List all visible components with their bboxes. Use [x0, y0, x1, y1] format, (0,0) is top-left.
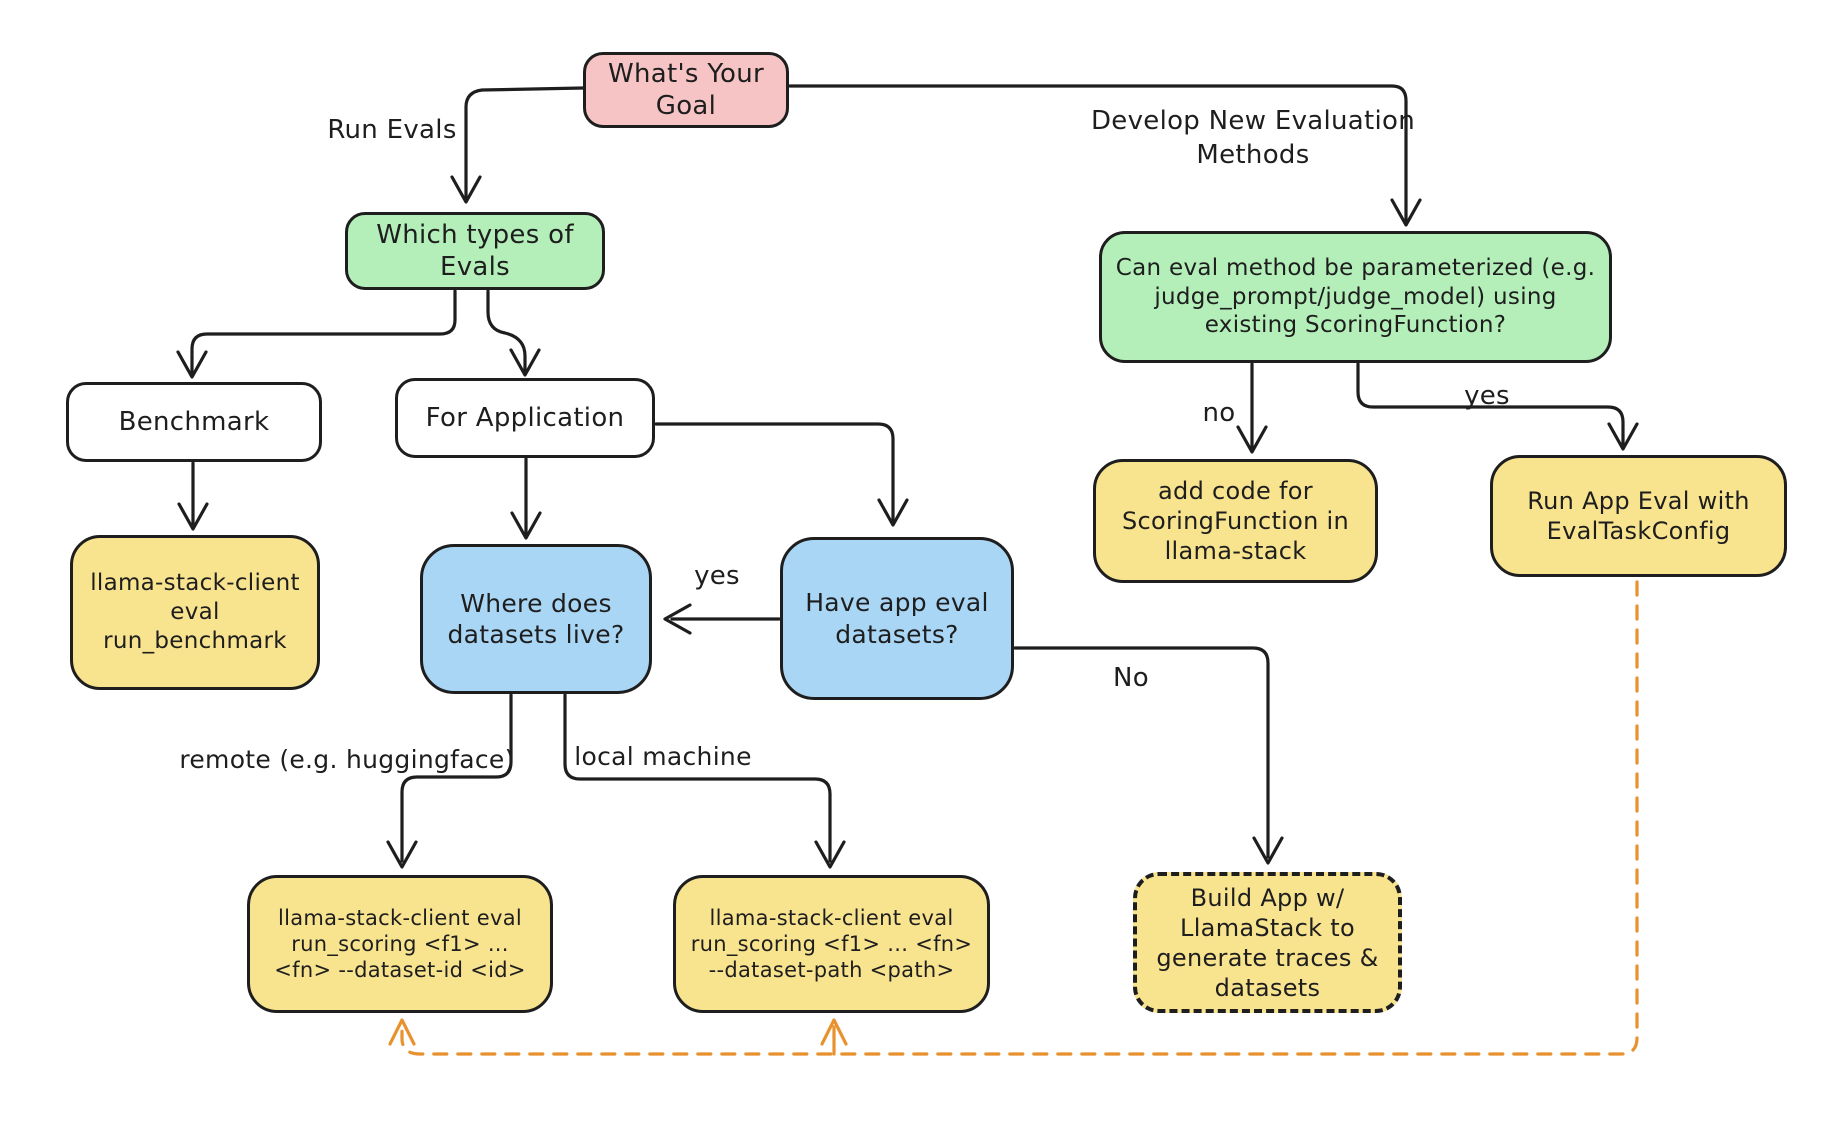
node-run-scoring-dataset-path-command — [673, 875, 990, 1013]
edge-label-no-have-datasets: No — [1113, 663, 1149, 694]
node-have-app-eval-datasets — [780, 537, 1014, 700]
node-add-code-scoringfunction — [1093, 459, 1378, 583]
node-label: Where does datasets live? — [447, 588, 625, 649]
node-label: Run App Eval with EvalTaskConfig — [1527, 487, 1750, 545]
edge-for-application-to-have-datasets — [656, 424, 893, 521]
node-label: Build App w/ LlamaStack to generate traces & datasets — [1156, 883, 1379, 1002]
edge-which-types-to-benchmark — [192, 291, 455, 373]
node-which-types-of-evals — [345, 212, 605, 290]
node-whats-your-goal — [583, 52, 789, 128]
node-label: llama-stack-client eval run_benchmark — [90, 570, 300, 654]
edge-label-remote-huggingface: remote (e.g. huggingface) — [179, 744, 515, 774]
node-label: llama-stack-client eval run_scoring <f1> ... <fn> --dataset-path <path> — [690, 905, 973, 983]
edge-label-develop-new-evaluation-methods: Develop New Evaluation Methods — [1090, 106, 1416, 170]
node-run-scoring-dataset-id-command — [247, 875, 553, 1013]
node-label: llama-stack-client eval run_scoring <f1> ... <fn> --dataset-id <id> — [274, 905, 526, 983]
node-label: Have app eval datasets? — [805, 588, 989, 649]
edge-label-yes-param: yes — [1464, 381, 1510, 412]
node-for-application — [395, 378, 655, 458]
node-benchmark — [66, 382, 322, 462]
edge-label-yes-have-datasets: yes — [694, 561, 740, 592]
node-run-benchmark-command — [70, 535, 320, 690]
edge-label-local-machine: local machine — [574, 741, 752, 771]
edge-label-run-evals: Run Evals — [327, 115, 457, 146]
node-label: For Application — [425, 402, 625, 433]
node-where-does-datasets-live — [420, 544, 652, 694]
edge-which-types-to-for-application — [488, 291, 525, 371]
edge-goal-to-which-types — [466, 88, 583, 198]
node-label: add code for ScoringFunction in llama-stack — [1121, 477, 1350, 565]
node-build-app-with-llamastack — [1133, 872, 1402, 1013]
edge-where-datasets-to-run-scoring-path — [565, 695, 830, 861]
edge-where-datasets-to-run-scoring-id — [402, 695, 511, 861]
node-can-eval-method-be-parameterized — [1099, 231, 1612, 363]
node-label: What's Your Goal — [607, 58, 765, 121]
node-label: Which types of Evals — [376, 219, 574, 282]
node-label: Can eval method be parameterized (e.g. judge_prompt/judge_model) using existing ScoringFunction? — [1115, 254, 1596, 339]
node-label: Benchmark — [118, 406, 270, 437]
edge-label-no-param: no — [1202, 398, 1236, 429]
node-run-app-eval-evaltaskconfig — [1490, 455, 1787, 577]
